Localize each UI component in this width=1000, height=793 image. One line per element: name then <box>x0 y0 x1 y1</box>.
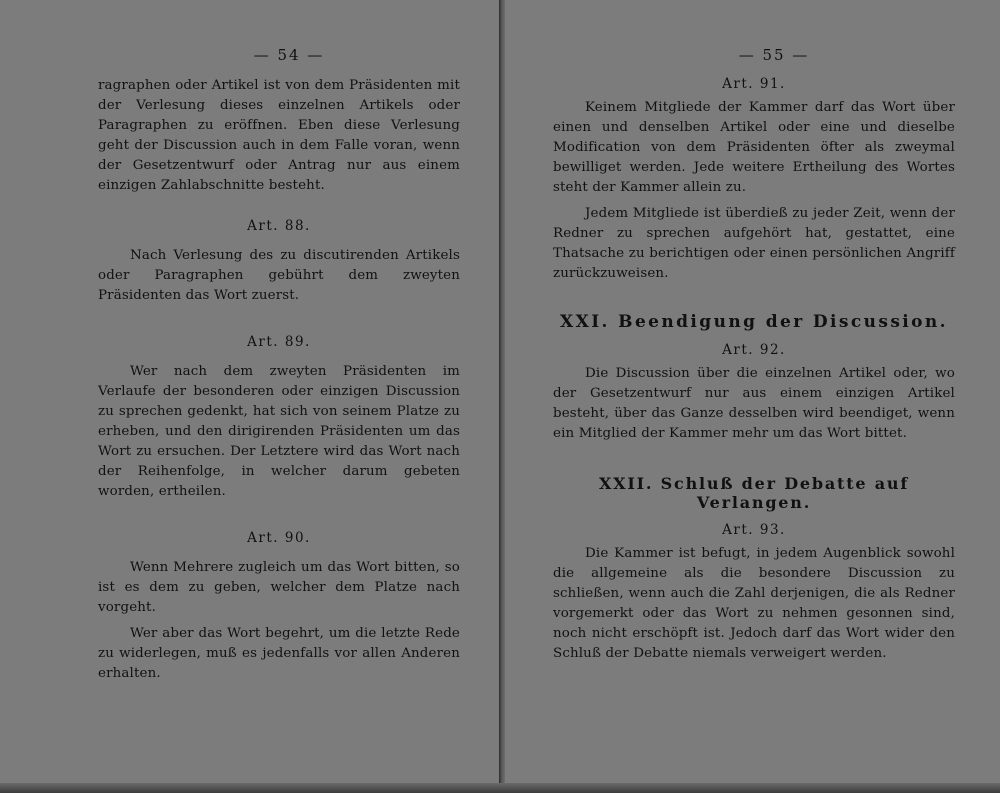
article-92-text: Die Discussion über die einzelnen Artikel oder, wo der Gesetzentwurf nur aus einem einzigen Artikel besteht, über das Ganze desselben wird beendiget, wenn ein Mitglied der Kammer mehr um das Wort bittet. <box>553 366 955 441</box>
section-title-22: XXII. Schluß der Debatte auf Verlangen. <box>598 474 910 512</box>
article-91-text-2: Jedem Mitgliede ist überdieß zu jeder Zeit, wenn der Redner zu sprechen aufgehört hat, gestattet, eine Thatsache zu berichtigen oder einen persönlichen Angriff zurückzuweisen. <box>553 206 955 281</box>
page-number: — 55 — <box>738 46 810 64</box>
page-bottom-edge <box>0 783 1000 793</box>
article-heading-88: Art. 88. <box>247 218 311 234</box>
article-90-text-1: Wenn Mehrere zugleich um das Wort bitten, so ist es dem zu geben, welcher dem Platze nach vorgeht. <box>98 560 460 615</box>
page-number: — 54 — <box>253 46 325 64</box>
section-title-21: XXI. Beendigung der Discussion. <box>560 312 948 332</box>
right-page <box>505 0 1000 793</box>
paragraph-continuation: ragraphen oder Artikel ist von dem Präsidenten mit der Verlesung dieses einzelnen Artikels oder Paragraphen zu eröffnen. Eben diese Verlesung geht der Discussion auch in dem Falle voran, wenn der Gesetzentwurf oder Antrag nur aus einem einzigen Zahlabschnitte besteht. <box>98 78 460 193</box>
article-heading-93: Art. 93. <box>722 522 786 538</box>
article-90-text-2: Wer aber das Wort begehrt, um die letzte Rede zu widerlegen, muß es jedenfalls vor allen Anderen erhalten. <box>98 626 460 681</box>
article-heading-90: Art. 90. <box>247 530 311 546</box>
article-heading-92: Art. 92. <box>722 342 786 358</box>
article-93-text: Die Kammer ist befugt, in jedem Augenblick sowohl die allgemeine als die besondere Discussion zu schließen, wenn auch die Zahl derjenigen, die als Redner vorgemerkt oder das Wort zu nehmen gesonnen sind, noch nicht erschöpft ist. Jedoch darf das Wort wider den Schluß der Debatte niemals verweigert werden. <box>553 546 955 661</box>
article-89-text: Wer nach dem zweyten Präsidenten im Verlaufe der besonderen oder einzigen Discussion zu sprechen gedenkt, hat sich von seinem Platze zu erheben, und den dirigirenden Präsidenten um das Wort zu ersuchen. Der Letztere wird das Wort nach der Reihenfolge, in welcher darum gebeten worden, ertheilen. <box>98 364 460 499</box>
article-heading-89: Art. 89. <box>247 334 311 350</box>
article-heading-91: Art. 91. <box>722 76 786 92</box>
article-91-text-1: Keinem Mitgliede der Kammer darf das Wort über einen und denselben Artikel oder eine und dieselbe Modification von dem Präsidenten öfter als zweymal bewilliget werden. Jede weitere Ertheilung des Wortes steht der Kammer allein zu. <box>553 100 955 195</box>
article-88-text: Nach Verlesung des zu discutirenden Artikels oder Paragraphen gebührt dem zweyten Präsidenten das Wort zuerst. <box>98 248 460 303</box>
